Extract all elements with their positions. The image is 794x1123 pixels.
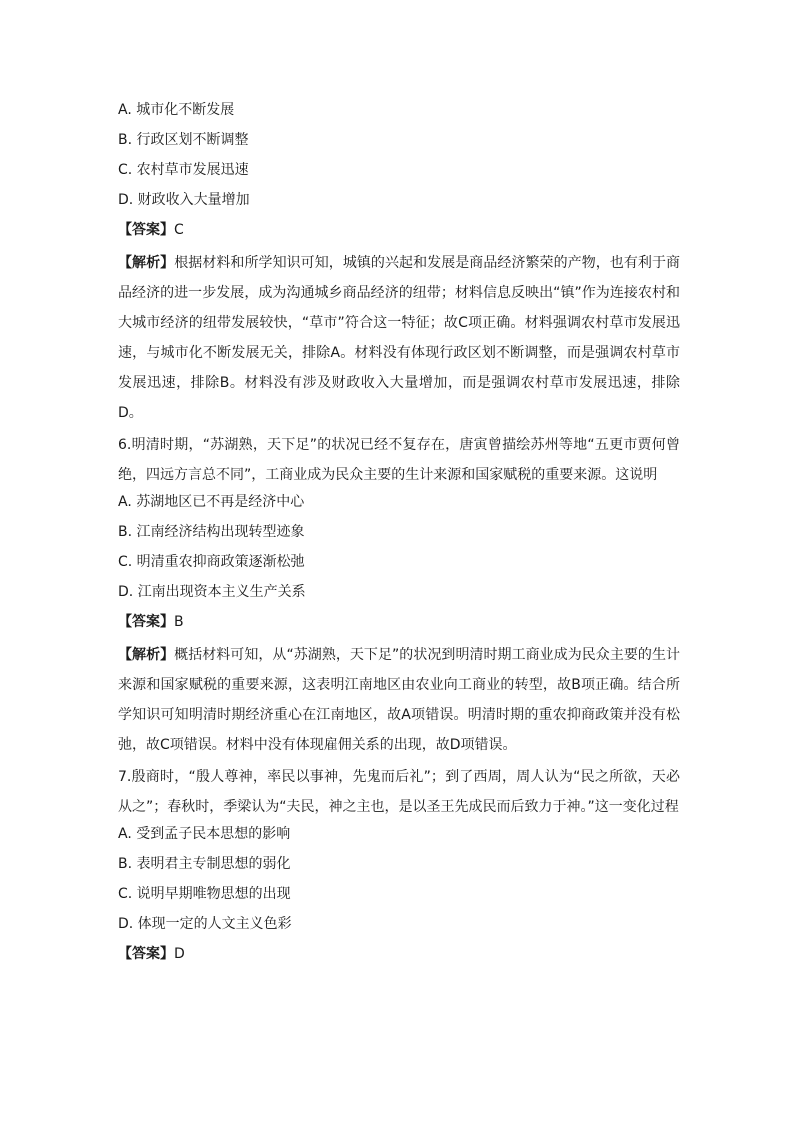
q7-option-b: B. 表明君主专制思想的弱化 [118,856,291,872]
q5-analysis-text: 根据材料和所学知识可知，城镇的兴起和发展是商品经济繁荣的产物，也有利于商品经济的进一步发展，成为沟通城乡商品经济的纽带；材料信息反映出“镇”作为连接农村和大城市经济的纽带发展较快，“草市”符合这一特征；故C项正确。材料强调农村草市发展迅速，与城市化不断发展无关，排除A。材料没有体现行政区划不断调整，而是强调农村草市发展迅速，排除B。材料没有涉及财政收入大量增加，而是强调农村草市发展迅速，排除D。 [118,255,681,421]
q5-option-b: B. 行政区划不断调整 [118,132,249,148]
q5-answer-label: 【答案】 [118,222,174,238]
q6-option-c: C. 明清重农抑商政策逐渐松弛 [118,554,305,570]
q5-option-d: D. 财政收入大量增加 [118,192,250,208]
q6-analysis-text: 概括材料可知，从“苏湖熟，天下足”的状况到明清时期工商业成为民众主要的生计来源和国家赋税的重要来源，这表明江南地区由农业向工商业的转型，故B项正确。结合所学知识可知明清时期经济重心在江南地区，故A项错误。明清时期的重农抑商政策并没有松弛，故C项错误。材料中没有体现雇佣关系的出现，故D项错误。 [118,647,680,753]
q6-answer-value: B [174,614,184,630]
q7-stem: 7.殷商时，“殷人尊神，率民以事神，先鬼而后礼”；到了西周，周人认为“民之所欲，天必从之”；春秋时，季梁认为“夫民，神之主也，是以圣王先成民而后致力于神。”这一变化过程 [118,769,680,815]
q6-option-a: A. 苏湖地区已不再是经济中心 [118,494,305,510]
q6-analysis-label: 【解析】 [118,647,175,663]
q7-option-a: A. 受到孟子民本思想的影响 [118,826,291,842]
q5-option-c: C. 农村草市发展迅速 [118,162,249,178]
document-page [118,100,680,972]
q5-answer [118,220,680,240]
q7-answer [118,944,680,964]
q6-answer-label: 【答案】 [118,614,174,630]
q6-option-d: D. 江南出现资本主义生产关系 [118,584,306,600]
q5-answer-value: C [174,222,184,238]
q6-stem: 6.明清时期，“苏湖熟，天下足”的状况已经不复存在，唐寅曾描绘苏州等地“五更市贾何曾绝，四远方言总不同”，工商业成为民众主要的生计来源和国家赋税的重要来源。这说明 [118,437,680,483]
q6-answer [118,612,680,632]
q7-answer-label: 【答案】 [118,946,174,962]
q7-option-d: D. 体现一定的人文主义色彩 [118,916,292,932]
q5-option-a: A. 城市化不断发展 [118,102,235,118]
q6-option-b: B. 江南经济结构出现转型迹象 [118,524,305,540]
q5-analysis [118,248,680,428]
q7-answer-value: D [174,946,185,962]
q6-analysis [118,640,680,760]
q5-analysis-label: 【解析】 [118,255,175,271]
q7-option-c: C. 说明早期唯物思想的出现 [118,886,291,902]
